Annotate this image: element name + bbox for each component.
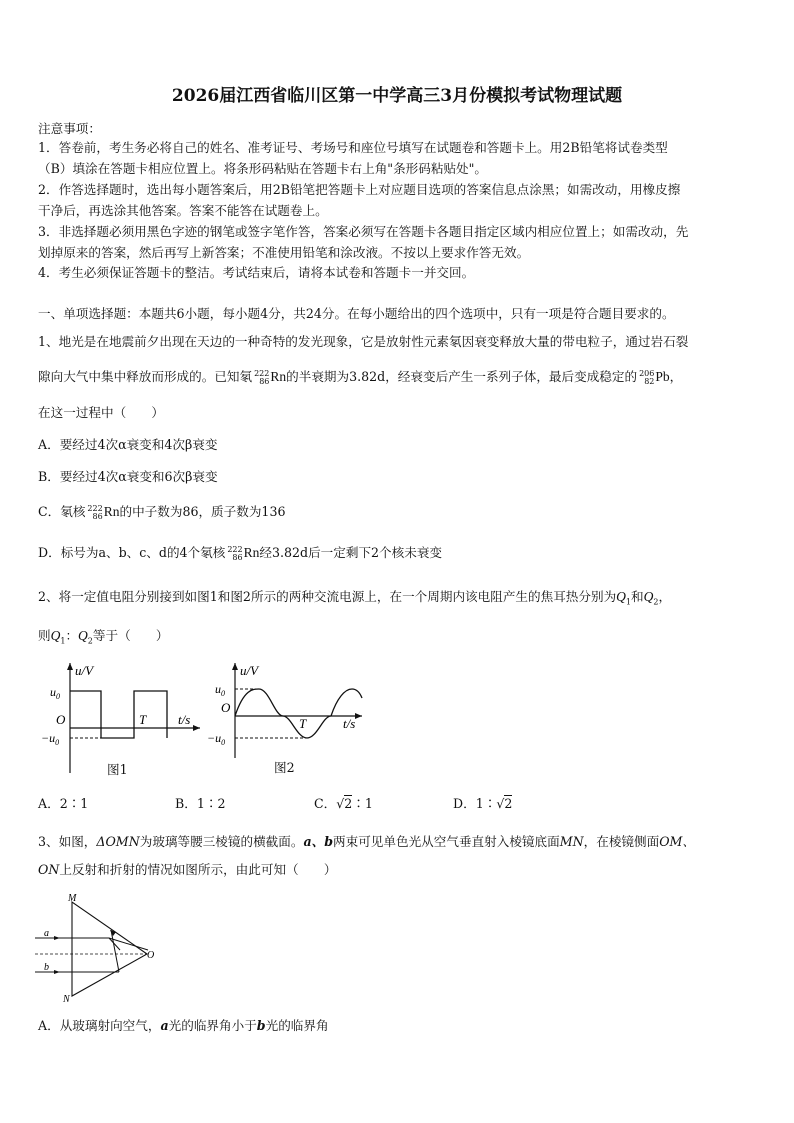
ray-b-reflected [111,930,119,972]
q3-text-d: ，在棱镜侧面 [583,834,660,849]
fig2-t-arrow [355,713,362,719]
q2-stem-text-c: 等于（ ） [92,628,169,643]
notice-line-3: 2．作答选择题时，选出每小题答案后，用2B铅笔把答题卡上对应题目选项的答案信息点涂黑；如需改动，用橡皮擦 [38,182,681,197]
fig2-u-arrow [232,663,238,670]
prism-label-n: N [63,994,70,1005]
figure-1-caption: 图1 [107,762,128,777]
fig2-waveform-tail [331,689,362,716]
fig1-u0-label [50,685,60,701]
notice-line-7: 4．考生必须保证答题卡的整洁。考试结束后，请将本试卷和答题卡一并交回。 [38,265,475,280]
q1-option-d-text-b: 经3.82d后一定剩下2个核未衰变 [259,545,443,560]
fig2-T-label: T [299,716,307,731]
q1-subscript: 1 [625,597,632,607]
q3-om-label: OM、 [659,834,696,849]
prism-triangle [72,902,147,996]
q2-option-c-tail: ∶1 [352,796,373,811]
notice-line-5: 3．非选择题必须用黑色字迹的钢笔或签字笔作答，答案必须写在答题卡各题目指定区域内相应位置上；如需改动，先 [38,224,689,239]
rn-mass-number: 222 [254,369,270,378]
rn-isotope-prefix-d [227,546,242,562]
fig1-u0-sub: 0 [56,692,60,701]
rn-isotope-prefix-c [87,505,102,521]
prism-label-a: a [44,928,49,939]
pb-symbol: Pb [655,369,670,384]
sqrt-radicand: 2 [344,796,353,811]
q2-option-c [314,796,373,812]
notice-line-1: 1．答卷前，考生务必将自己的姓名、准考证号、考场号和座位号填写在试题卷和答题卡上。用2B铅笔将试卷类型 [38,140,668,155]
q2-option-c-label: C． [314,796,337,811]
q1-stem-line-3: 在这一过程中（ ） [38,405,164,420]
rn-atomic-number: 86 [259,377,270,386]
q1-stem-text-b: 的半衰期为3.82d，经衰变后产生一系列子体，最后变成稳定的 [286,369,638,384]
fig2-axis-u-label: u/V [240,663,259,678]
fig1-neg-u0-label [41,731,59,747]
q2-subscript-2: 2 [87,636,93,646]
fig2-neg-u0-sub: 0 [221,738,226,747]
q3-ab-label: a、b [303,834,334,849]
q3-option-a-text-c: 光的临界角 [265,1018,329,1033]
q2-stem-line-2 [38,628,168,650]
rn-symbol-c: Rn [103,504,120,519]
q1-option-c-text-b: 的中子数为86，质子数为136 [119,504,286,519]
sqrt-radicand-d: 2 [504,796,513,811]
q1-option-c-text-a: C．氡核 [38,504,86,519]
q1-symbol: Q [616,589,626,604]
q2-stem-text-b: 则 [38,628,51,643]
q2-and: 和 [631,589,644,604]
fig1-T-label: T [139,712,147,727]
q2-symbol-2: Q [78,628,88,643]
fig2-neg-u0-label [207,731,225,747]
q3-mn-label: MN [559,834,584,849]
notice-line-4: 干净后，再选涂其他答案。答案不能答在试题卷上。 [38,203,328,218]
q2-option-a: A．2∶1 [38,796,89,811]
fig1-ts-label: t/s [178,712,191,727]
q2-option-b: B．1∶2 [175,796,226,811]
rn-symbol: Rn [270,369,287,384]
q3-option-a-a: a [160,1018,169,1033]
sqrt-symbol-d: √ [496,796,505,811]
rn-mass-number-d: 222 [227,545,243,554]
figure-2-caption: 图2 [274,760,295,775]
q3-text-a: 3、如图， [38,834,97,849]
q1-stem-line-1: 1、地光是在地震前夕出现在天边的一种奇特的发光现象，它是放射性元素氡因衰变释放大量的带电粒子，通过岩石裂 [38,334,689,349]
q3-text-c: 两束可见单色光从空气垂直射入棱镜底面 [333,834,560,849]
fig1-waveform [70,691,167,738]
fig1-u-arrow [67,663,73,670]
prism-label-b: b [44,962,49,973]
rn-mass-number-c: 222 [87,504,103,513]
q1-option-c [38,504,285,521]
fig1-neg-u0-sub: 0 [55,738,60,747]
q1-option-d-text-a: D．标号为a、b、c、d的4个氡核 [38,545,226,560]
notice-heading: 注意事项： [38,121,101,136]
fig2-u0-sub: 0 [221,689,225,698]
sqrt-symbol: √ [336,796,345,811]
pb-isotope-prefix [639,370,654,386]
fig1-t-arrow [193,725,200,731]
fig2-ts-label: t/s [343,716,356,731]
pb-mass-number: 206 [639,369,655,378]
q1-comma: ， [669,369,683,384]
q1-option-b: B．要经过4次α衰变和6次β衰变 [38,469,218,484]
ray-a-arrow [54,936,60,940]
rn-atomic-number-c: 86 [92,512,103,521]
section-heading: 一、单项选择题：本题共6小题，每小题4分，共24分。在每小题给出的四个选项中，只有一项是符合题目要求的。 [38,306,675,321]
q1-subscript-2: 1 [60,636,66,646]
prism-label-o: O [147,950,155,961]
q2-symbol: Q [643,589,654,604]
q1-option-d [38,545,442,562]
q2-option-d [453,796,512,812]
fig2-waveform [235,689,331,738]
rn-isotope-prefix [254,370,269,386]
q1-stem-text-a: 隙向大气中集中释放而形成的。已知氡 [38,369,253,384]
q2-comma: ， [658,589,672,604]
q3-on-label: ON [38,862,60,877]
fig1-u0-text: u [50,685,56,699]
fig1-origin-label: O [56,712,66,727]
fig1-neg-u0-text: −u [41,731,56,745]
q2-subscript: 2 [653,597,659,607]
fig2-u0-label [215,682,225,698]
q2-colon: ： [65,628,79,643]
fig2-neg-u0-text: −u [207,731,222,745]
q3-triangle-label: ΔOMN [96,834,140,849]
fig2-origin-label: O [221,700,231,715]
q3-option-a-b: b [256,1018,266,1033]
q2-stem-text-a: 2、将一定值电阻分别接到如图1和图2所示的两种交流电源上，在一个周期内该电阻产生的焦耳热分别为 [38,589,617,604]
page-title: 2026届江西省临川区第一中学高三3月份模拟考试物理试题 [171,86,623,106]
prism-label-m: M [68,893,77,904]
q3-option-a-text-b: 光的临界角小于 [168,1018,257,1033]
q3-text-e: 上反射和折射的情况如图所示，由此可知（ ） [59,862,337,877]
q3-stem-line-1 [38,834,695,850]
figure-3-prism [30,892,160,1007]
fig1-axis-u-label: u/V [75,663,94,678]
q1-symbol-2: Q [50,628,61,643]
notice-line-6: 划掉原来的答案，然后再写上新答案；不准使用铅笔和涂改液。不按以上要求作答无效。 [38,245,530,260]
pb-atomic-number: 82 [644,377,655,386]
q3-stem-line-2 [38,862,336,878]
rn-symbol-d: Rn [243,545,260,560]
notice-line-2: （B）填涂在答题卡相应位置上。将条形码粘贴在答题卡右上角"条形码粘贴处"。 [38,161,488,176]
q2-stem-line-1 [38,589,671,611]
q1-option-a: A．要经过4次α衰变和4次β衰变 [38,437,218,452]
rn-atomic-number-d: 86 [232,553,243,562]
q2-option-d-label: D．1∶ [453,796,497,811]
fig2-u0-text: u [215,682,221,696]
q3-text-b: 为玻璃等腰三棱镜的横截面。 [139,834,304,849]
q3-option-a-text-a: A．从玻璃射向空气， [38,1018,161,1033]
q3-option-a [38,1018,329,1034]
q1-stem-line-2 [38,369,682,386]
ray-b-arrow [54,970,60,974]
